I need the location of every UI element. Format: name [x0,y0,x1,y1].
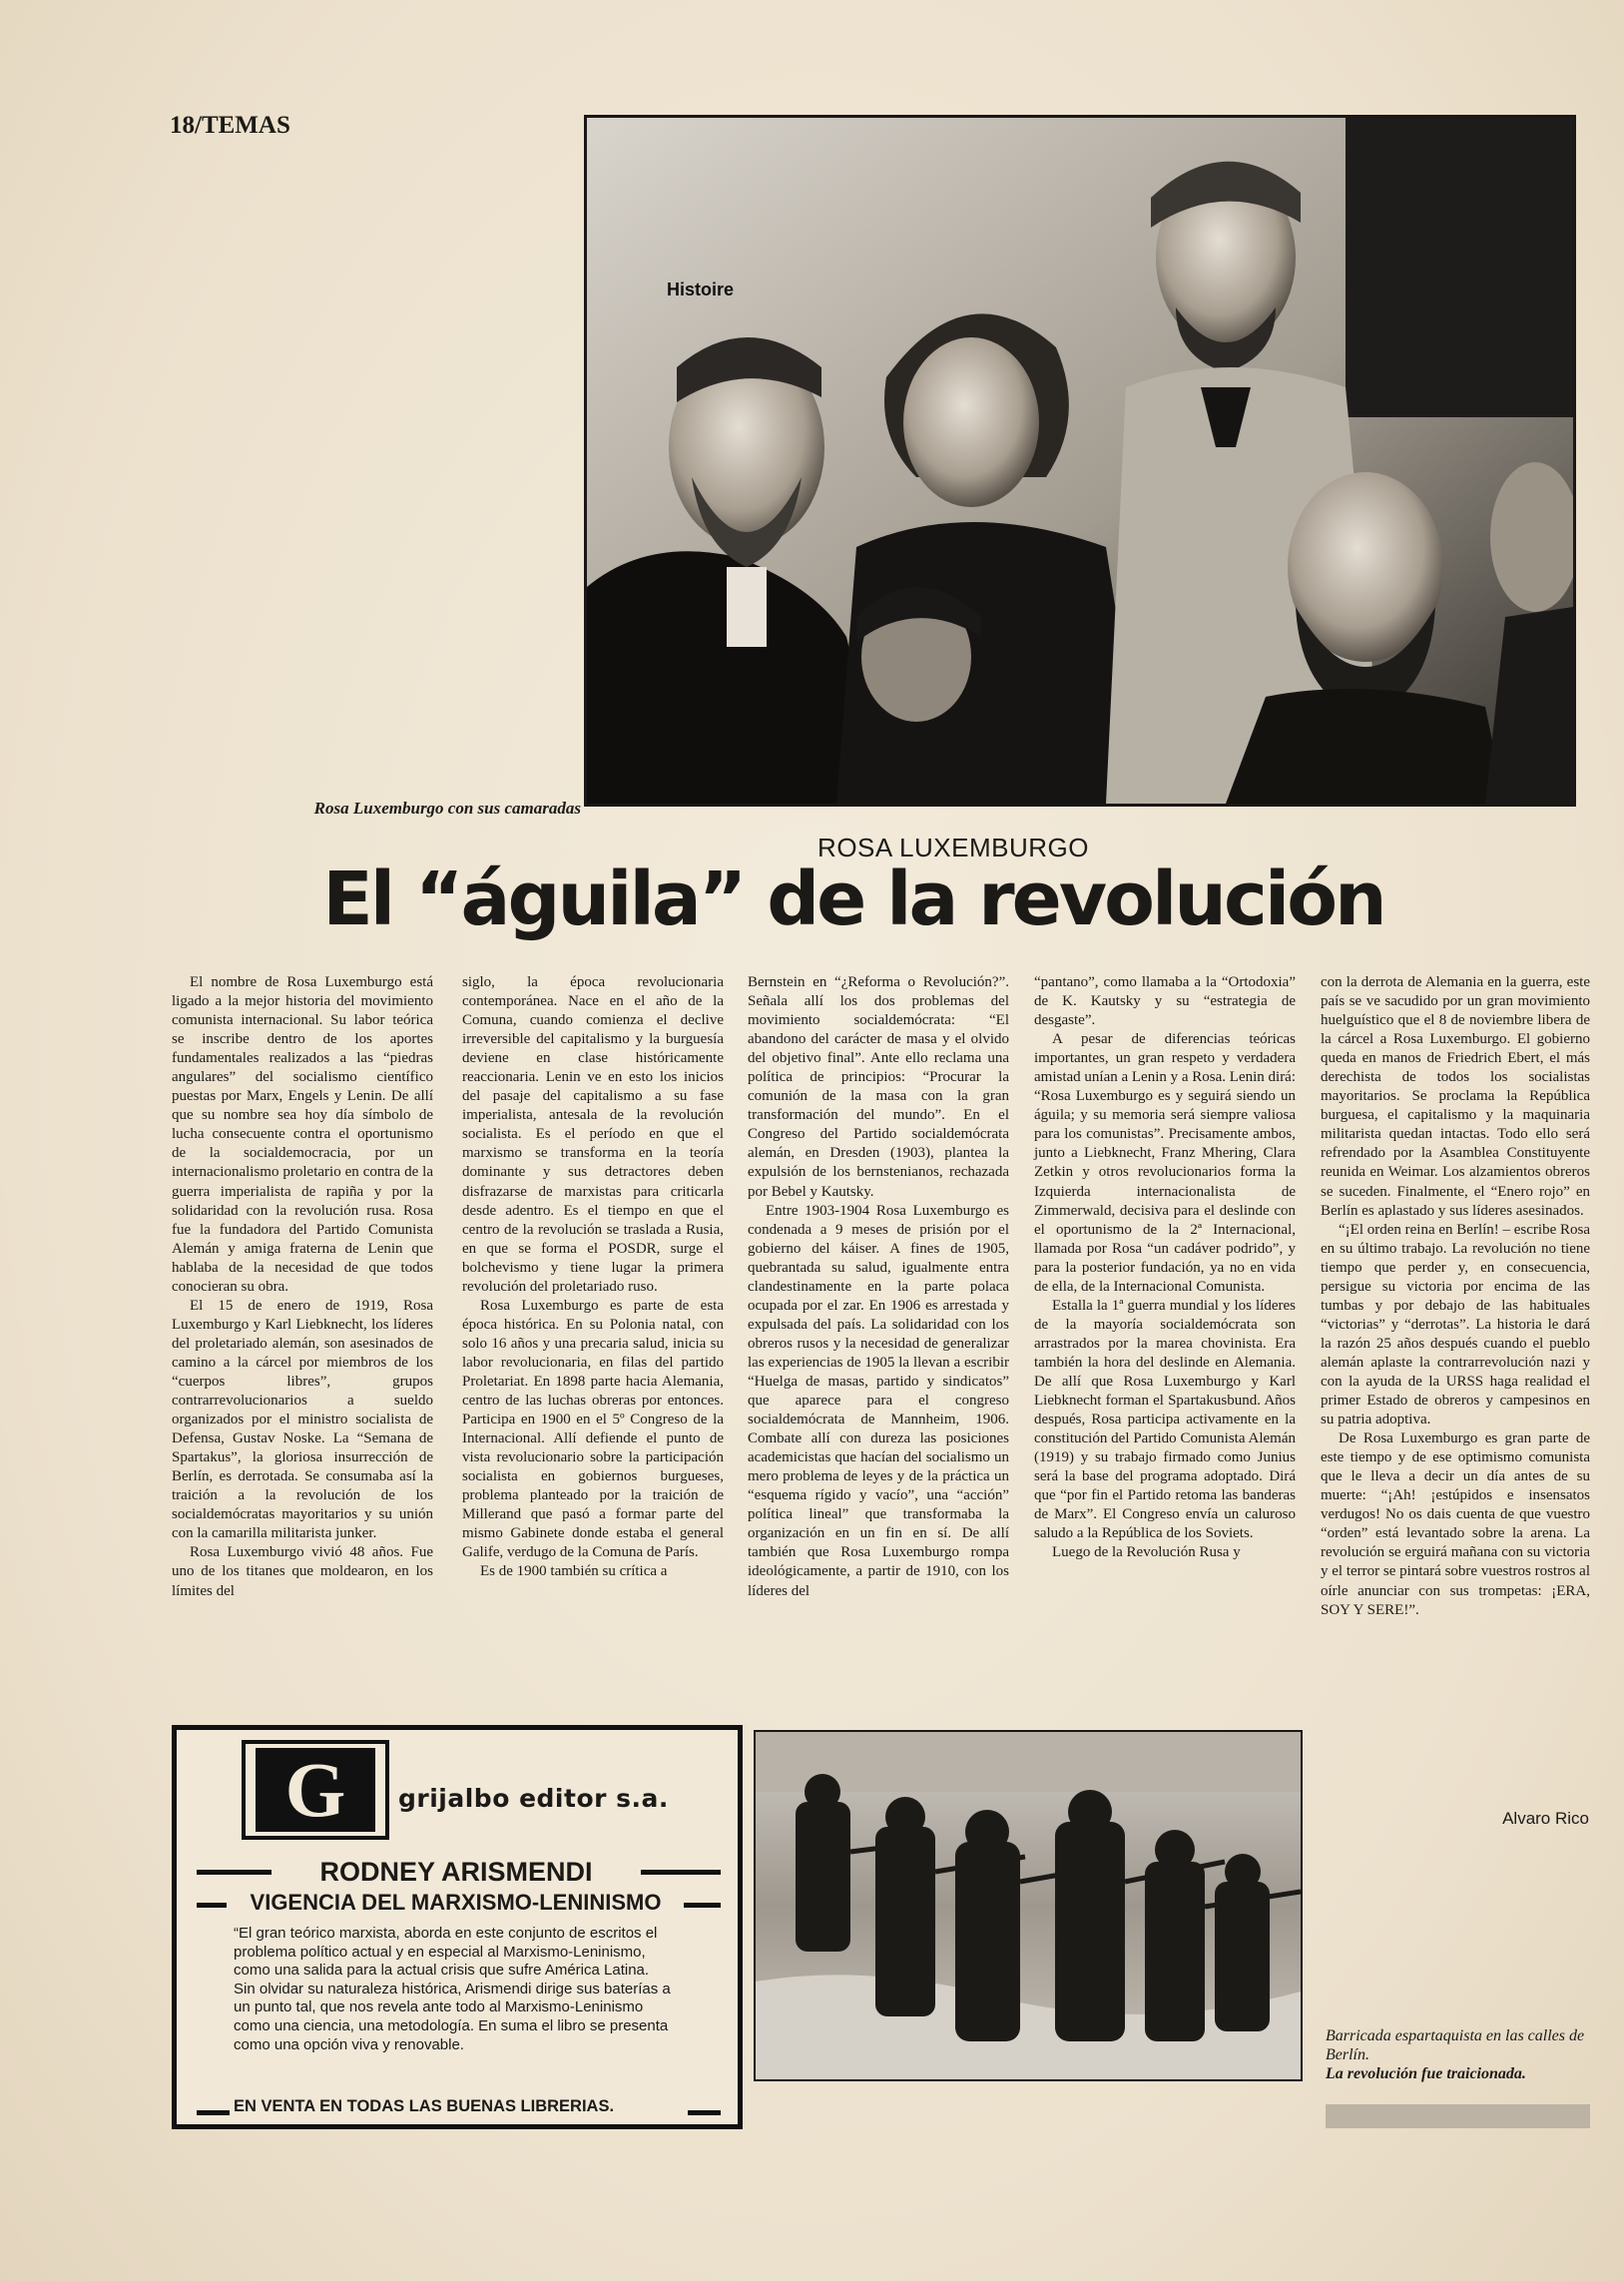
article-kicker: ROSA LUXEMBURGO [817,833,1089,862]
paragraph: De Rosa Luxemburgo es gran parte de este tiempo y de ese optimismo comunista que le lleva a decir un día antes de su muerte: “¡Ah! ¡estúpidos e insensatos verdugos! No os dais cuenta de que vuestro “orden” está levantado sobre la arena. La revolución se erguirá mañana con su victoria y el terror se pintará sobre vuestros rostros al oírle anunciar con sus trompetas: ¡ERA, SOY Y SERE!”. [1321,1430,1590,1618]
group-portrait-photo [584,115,1576,807]
photo-watermark-label: Histoire [667,280,735,299]
caption-line: La revolución fue traicionada. [1326,2065,1526,2083]
book-author: RODNEY ARISMENDI [319,1857,593,1887]
paragraph: A pesar de diferencias teóricas importantes, un gran respeto y verdadera amistad unían a Lenin y a Rosa. Lenin dirá: “Rosa Luxemburgo es y seguirá siendo un águila; y su memoria será siempre valiosa para los comunistas”. Precisamente ambos, junto a Liebknecht, Franz Mhering, Clara Zetkin y otros revolucionarios forma la Izquierda internacionalista de Zimmerwald, decisiva para el deslinde con el oportunismo de la 2ª Internacional, llamada por Rosa “un cadáver podrido”, y para la posterior fundación, ya no en vida de ella, de la Internacional Comunista. [1034,1031,1297,1295]
page-number: 18/TEMAS [170,112,290,139]
paragraph: Bernstein en “¿Reforma o Revolución?”. Señala allí los dos problemas del movimiento socialdemócrata: “El abandono del carácter de masa y el olvido del objetivo final”. Ante ello reclama una política de principios: “Procurar la comunión de la masa con la gran transformación del mundo”. En el Congreso del Partido socialdemócrata alemán, en Dresden (1903), plantea la expulsión de los bernstenianos, rechazada por Bebel y Kautsky. [748,974,1009,1200]
article-headline: El “águila” de la revolución [322,856,1384,942]
paragraph: con la derrota de Alemania en la guerra, este país se ve sacudido por un gran movimiento huelguístico que el 8 de noviembre libera de la cárcel a Rosa Luxemburgo. El gobierno queda en manos de Friedrich Ebert, el más derechista de todos los socialistas mayoritarios. Se proclama la República burguesa, el capitalismo y la maquinaria militarista quedan intactas. Todo ello será refrendado por la Asamblea Constituyente reunida en Weimar. Los alzamientos obreros se suceden. Finalmente, el “Enero rojo” en Berlín es aplastado y sus líderes asesinados. [1321,974,1590,1219]
caption-line: Barricada espartaquista en las calles de Berlín. [1326,2027,1585,2064]
gray-strip [1326,2104,1590,2128]
publisher-logo-letter: G [256,1748,375,1832]
article-column-5 [1321,973,1590,1797]
barricade-image [756,1732,1301,2079]
paragraph: siglo, la época revolucionaria contemporánea. Nace en el año de la Comuna, cuando comienza el declive irreversible del capitalismo y la burguesía deviene en clase históricamente reaccionaria. Lenin ve en esto los inicios del pasaje del capitalismo a su fase imperialista, antesala de la revolución socialista. Es el período en que el marxismo se transforma en la teoría dominante y sus detractores deben disfrazarse de marxistas para criticarla desde adentro. Es el tiempo en que el centro de la revolución se traslada a Rusia, en que se forma el POSDR, surge el bolchevismo y tiene lugar la primera revolución del proletariado ruso. [462,974,724,1295]
decorative-rule [684,1903,721,1908]
paragraph: Rosa Luxemburgo es parte de esta época histórica. En su Polonia natal, con solo 16 años y una precaria salud, inicia su labor revolucionaria, en filas del partido Proletariat. En 1898 parte hacia Alemania, centro de las luchas obreras por entonces. Participa en 1900 en el 5º Congreso de la Internacional. Allí defiende el punto de vista revolucionario sobre la participación socialista en gobiernos burgueses, problema planteado por la traición de Millerand que pasó a formar parte del mismo Gabinete donde estaba el general Galife, verdugo de la Comuna de París. [462,1297,724,1561]
decorative-rule [197,2110,230,2115]
decorative-rule [641,1870,721,1875]
book-advertisement [172,1725,743,2129]
paragraph: El nombre de Rosa Luxemburgo está ligado a la mejor historia del movimiento comunista internacional. Su labor teórica se inscribe dentro de los aportes fundamentales realizados a las “piedras angulares” del socialismo científico puestas por Marx, Engels y Lenin. De allí que su nombre sea hoy día símbolo de lucha consecuente contra el oportunismo de la socialdemocracia, por un internacionalismo proletario en contra de la guerra imperialista de rapiña y por la solidaridad con la revolución rusa. Rosa fue la fundadora del Partido Comunista Alemán y amiga fraterna de Lenin que hablaba de la necesidad de que todos conocieran su obra. [172,974,433,1295]
paragraph: “¡El orden reina en Berlín! – escribe Rosa en su último trabajo. La revolución no tiene tiempo que perder y, en consecuencia, persigue su victoria por encima de las tumbas y por debajo de las habituales “victorias” y “derrotas”. La historia le dará la razón 25 años después cuando el pueblo alemán aplaste la contrarrevolución nazi y con la ayuda de la URSS haga realidad el primer Estado de obreros y campesinos en su patria adoptiva. [1321,1221,1590,1428]
publisher-name: grijalbo editor s.a. [398,1784,669,1813]
book-title: VIGENCIA DEL MARXISMO-LENINISMO [250,1890,662,1915]
paragraph: Estalla la 1ª guerra mundial y los líderes de la mayoría socialdemócrata son arrastrados por la marea chovinista. Era también la hora del deslinde en Alemania. De allí que Rosa Luxemburgo y Karl Liebknecht forman el Spartakusbund. Años después, Rosa participa activamente en la constitución del Partido Comunista Alemán (1919) y su trabajo firmado como Junius será la base del programa adoptado. Dirá que “por fin el Partido retoma las banderas de Marx”. El Congreso envía un caluroso saludo a la República de los Soviets. [1034,1297,1296,1542]
paragraph: “pantano”, como llamaba a la “Ortodoxia” de K. Kautsky y su “estrategia de desgaste”. [1034,974,1296,1029]
decorative-rule [197,1870,271,1875]
barricade-photo [754,1730,1303,2081]
article-column-2 [462,973,724,1712]
bottom-photo-caption [1326,2026,1590,2084]
publisher-logo [242,1740,389,1840]
paragraph: Rosa Luxemburgo vivió 48 años. Fue uno de los titanes que moldearon, en los límites del [172,1544,433,1599]
article-column-1 [172,973,433,1707]
article-author: Alvaro Rico [1502,1809,1589,1828]
ad-paragraph: Sin olvidar su naturaleza histórica, Arismendi dirige sus baterías a un punto tal, que nos revela ante todo al Marxismo-Leninismo como una ciencia, una metodología. En suma el libro se presenta como una opción viva y renovable. [234,1980,671,2053]
paragraph: Entre 1903-1904 Rosa Luxemburgo es condenada a 9 meses de prisión por el gobierno del káiser. A fines de 1905, quebrantada su salud, igualmente entra clandestinamente en la parte polaca ocupada por el zar. En 1906 es arrestada y expulsada del país. La solidaridad con los obreros rusos y la necesidad de generalizar las experiencias de 1905 la llevan a escribir “Huelga de masas, partido y sindicatos” que aparece para el congreso socialdemócrata de Mannheim, 1906. Combate allí con dureza las posiciones academicistas que hacían del socialismo un mero problema de leyes y de la práctica un “esquema rígido y vacío”, una “acción” política lineal” que transformaba la organización en un fin en sí. De allí también que Rosa Luxemburgo rompa ideológicamente, a partir de 1910, con los líderes del [748,1202,1009,1599]
paragraph: Luego de la Revolución Rusa y [1052,1544,1241,1561]
ad-paragraph: “El gran teórico marxista, aborda en este conjunto de escritos el problema político actual y en especial al Marxismo-Leninismo, como una salida para la actual crisis que sufre América Latina. [234,1925,658,1980]
article-column-3 [748,973,1009,1707]
decorative-rule [688,2110,721,2115]
group-portrait-image [587,118,1573,804]
article-column-4 [1034,973,1296,1692]
decorative-rule [197,1903,227,1908]
ad-footer-text: EN VENTA EN TODAS LAS BUENAS LIBRERIAS. [234,2097,615,2115]
top-photo-caption: Rosa Luxemburgo con sus camaradas [313,799,581,818]
paragraph: Es de 1900 también su crítica a [480,1563,668,1580]
paragraph: El 15 de enero de 1919, Rosa Luxemburgo y Karl Liebknecht, los líderes del proletariado alemán, son asesinados de camino a la cárcel por miembros de los “cuerpos libres”, grupos contrarrevolucionarios a sueldo organizados por el ministro socialista de Defensa, Gustav Noske. La “Semana de Spartakus”, la gloriosa insurrección de Berlín, es derrotada. Se consumaba así la traición a la revolución de los socialdemócratas mayoritarios y su unión con la camarilla militarista junker. [172,1297,433,1542]
book-description [234,1925,678,2054]
